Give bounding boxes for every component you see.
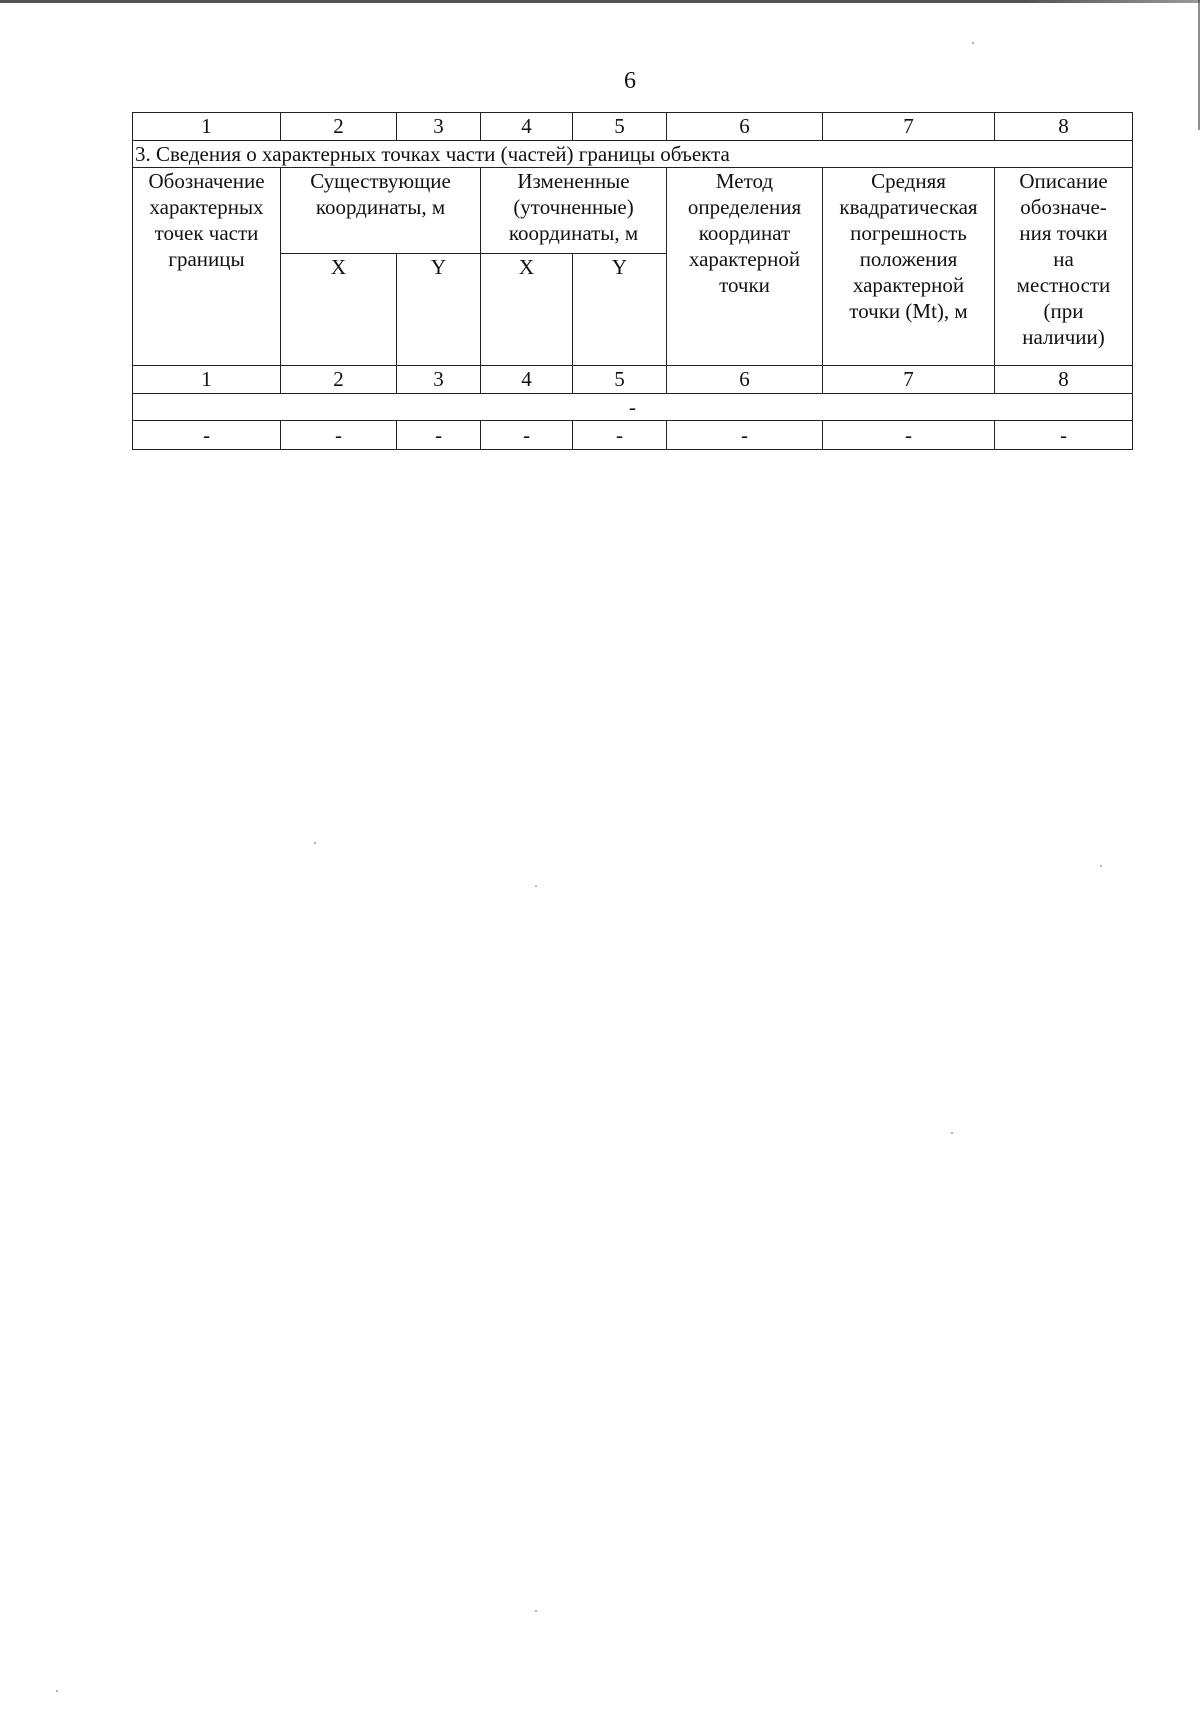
column-number: 8 xyxy=(995,113,1133,141)
header-description xyxy=(995,168,1133,366)
header-mean-error-text: Средняя квадратическая погрешность положения характерной точки (Mt), м xyxy=(839,169,978,323)
header-method xyxy=(667,168,823,366)
header-existing-coords-text: Существующие координаты, м xyxy=(310,169,451,219)
column-number: 1 xyxy=(133,366,281,394)
scan-speck xyxy=(972,42,974,44)
page-number: 6 xyxy=(624,68,636,94)
sub-section-value: - xyxy=(133,394,1133,421)
scan-speck xyxy=(535,1610,537,1612)
header-method-text: Метод определения координат характерной точки xyxy=(687,169,802,297)
column-number: 5 xyxy=(573,113,667,141)
header-changed-coords xyxy=(481,168,667,254)
characteristic-points-table xyxy=(132,112,1133,450)
scan-speck xyxy=(1100,865,1102,867)
table-cell: - xyxy=(133,421,281,450)
column-numbers-top-row xyxy=(133,113,1133,141)
table-cell: - xyxy=(667,421,823,450)
scan-top-edge xyxy=(0,0,1200,3)
header-description-text: Описание обозначе- ния точки на местности (при наличии) xyxy=(1016,169,1111,349)
scan-speck xyxy=(951,1132,953,1134)
header-changed-coords-text: Измененные (уточненные) координаты, м xyxy=(508,169,639,245)
column-number: 1 xyxy=(133,113,281,141)
header-y-existing: Y xyxy=(397,254,481,366)
table-cell: - xyxy=(995,421,1133,450)
header-existing-coords xyxy=(281,168,481,254)
column-number: 6 xyxy=(667,366,823,394)
section-title-row xyxy=(133,141,1133,168)
header-y-changed: Y xyxy=(573,254,667,366)
column-number: 6 xyxy=(667,113,823,141)
column-number: 8 xyxy=(995,366,1133,394)
section-title: 3. Сведения о характерных точках части (частей) границы объекта xyxy=(133,141,1133,168)
scan-speck xyxy=(535,885,537,887)
scan-speck xyxy=(314,842,316,844)
header-point-designation-text: Обозначение характерных точек части границы xyxy=(148,169,265,271)
column-numbers-bottom-row xyxy=(133,366,1133,394)
table-cell: - xyxy=(397,421,481,450)
table-cell: - xyxy=(823,421,995,450)
scan-speck xyxy=(56,1690,58,1692)
column-number: 5 xyxy=(573,366,667,394)
column-number: 4 xyxy=(481,366,573,394)
header-point-designation xyxy=(133,168,281,366)
table-cell: - xyxy=(281,421,397,450)
column-number: 7 xyxy=(823,366,995,394)
sub-section-row xyxy=(133,394,1133,421)
table-row xyxy=(133,421,1133,450)
column-number: 3 xyxy=(397,113,481,141)
header-row-main xyxy=(133,168,1133,254)
table-cell: - xyxy=(573,421,667,450)
header-x-existing: X xyxy=(281,254,397,366)
column-number: 2 xyxy=(281,113,397,141)
header-mean-error xyxy=(823,168,995,366)
column-number: 2 xyxy=(281,366,397,394)
column-number: 7 xyxy=(823,113,995,141)
table-cell: - xyxy=(481,421,573,450)
column-number: 4 xyxy=(481,113,573,141)
header-x-changed: X xyxy=(481,254,573,366)
column-number: 3 xyxy=(397,366,481,394)
